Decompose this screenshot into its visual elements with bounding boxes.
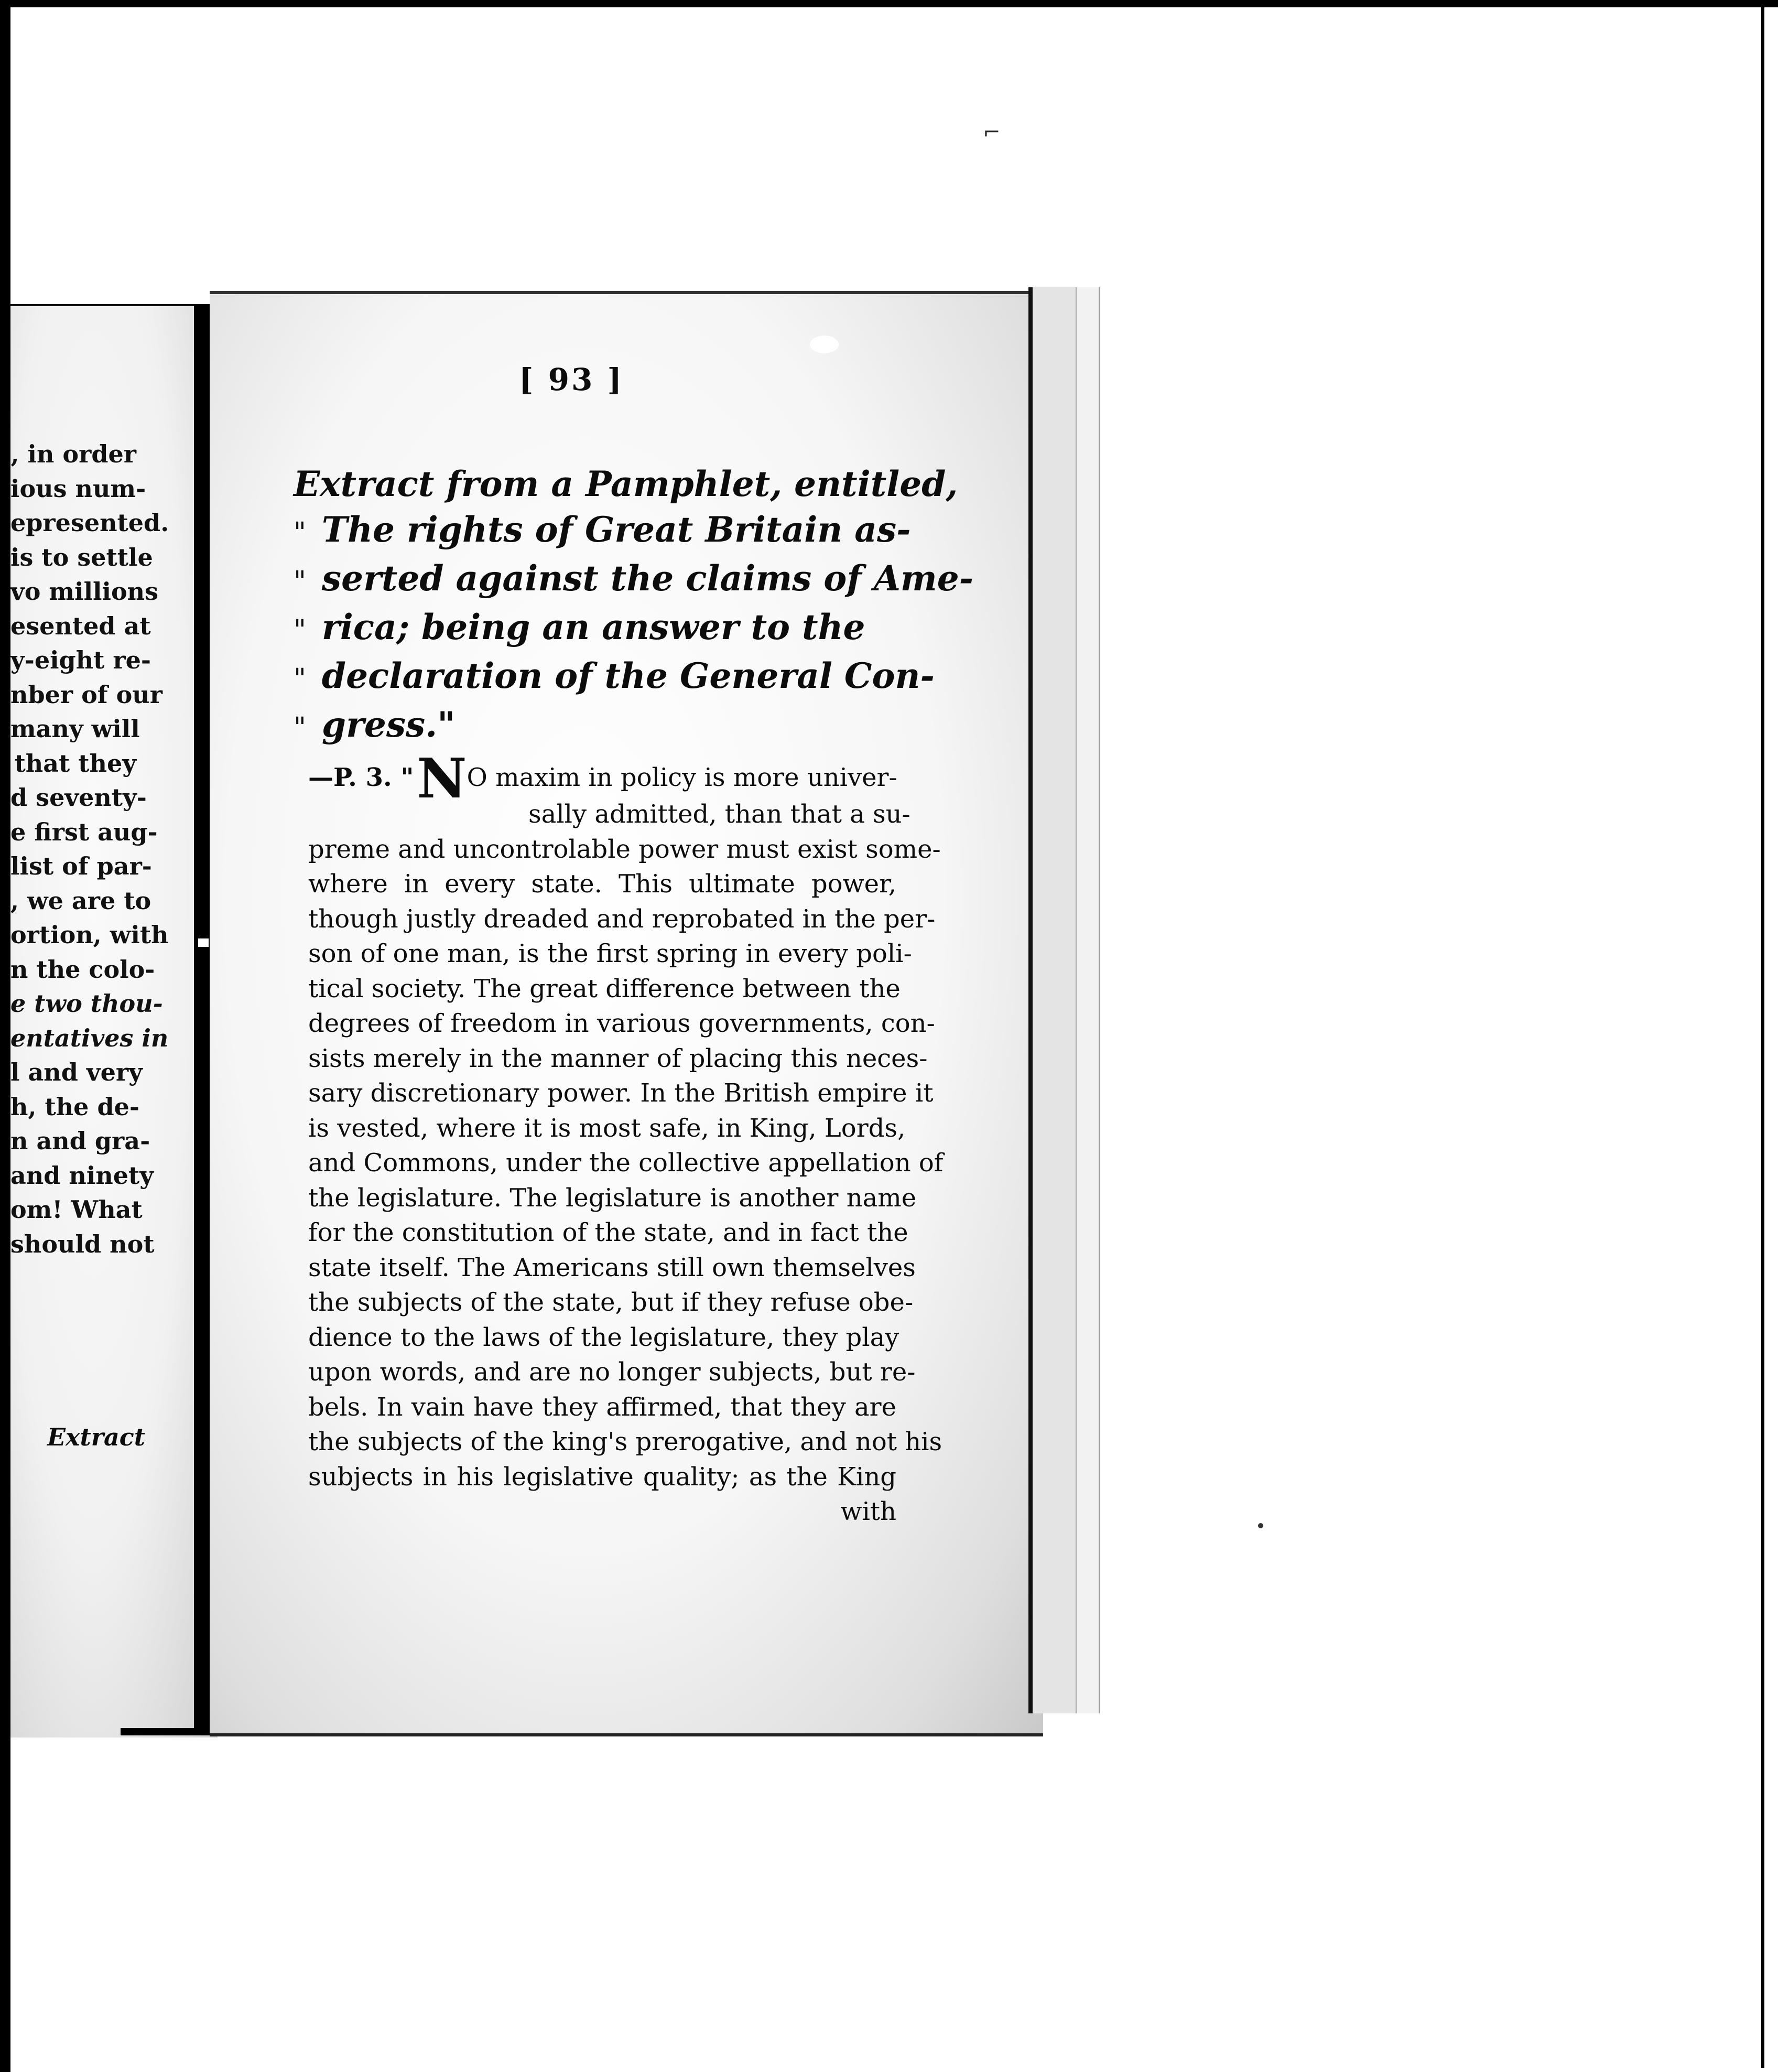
body-line: the legislature. The legislature is another name <box>308 1183 917 1213</box>
body-line: degrees of freedom in various governments, con- <box>308 1009 935 1038</box>
text-line: and ninety <box>10 1161 154 1190</box>
text-line: epresented. <box>10 509 169 537</box>
page-number: [ 93 ] <box>519 362 624 397</box>
catchword: Extract <box>47 1423 146 1451</box>
text-line: entatives in <box>10 1023 169 1052</box>
body-line: son of one man, is the first spring in every poli- <box>308 939 912 968</box>
text-line: esented at <box>10 611 151 640</box>
body-line: for the constitution of the state, and in fact the <box>308 1218 908 1247</box>
text-line: d seventy- <box>10 783 147 812</box>
scan-mark: ⌐ <box>983 121 1001 145</box>
article-body <box>308 746 944 1529</box>
body-line: where in every state. This ultimate power, <box>308 869 896 899</box>
text-line: e first aug- <box>10 817 158 846</box>
text-line: nber of our <box>10 680 162 709</box>
heading-text: The rights of Great Britain as- <box>321 509 911 550</box>
previous-page-text <box>10 437 169 1261</box>
text-line: n the colo- <box>10 955 155 984</box>
smudge <box>810 336 839 353</box>
heading-line <box>294 653 935 702</box>
text-line: many will <box>10 715 140 743</box>
text-line: should not <box>10 1229 155 1258</box>
body-line: sary discretionary power. In the British empire it <box>308 1078 934 1108</box>
body-line: and Commons, under the collective appellation of <box>308 1148 944 1178</box>
text-line: vo millions <box>10 577 159 606</box>
quote-mark: " <box>294 517 306 548</box>
body-line: preme and uncontrolable power must exist some- <box>308 834 941 864</box>
body-line: is vested, where it is most safe, in King, Lords, <box>308 1113 906 1143</box>
text-line: list of par- <box>10 852 152 880</box>
body-line: dience to the laws of the legislature, they play <box>308 1322 899 1352</box>
heading-line <box>294 605 875 653</box>
quote-mark: " <box>294 712 306 743</box>
text-line: e two thou- <box>10 989 163 1018</box>
body-line: sists merely in the manner of placing this neces- <box>308 1043 928 1073</box>
body-line: tical society. The great difference between the <box>308 974 901 1003</box>
quote-mark: " <box>294 663 306 695</box>
gutter-notch <box>198 938 209 947</box>
heading-line <box>294 507 911 556</box>
text-line: h, the de- <box>10 1092 139 1121</box>
scan-speck <box>1258 1523 1263 1528</box>
text-line: y-eight re- <box>10 646 151 674</box>
text-line: n and gra- <box>10 1127 150 1155</box>
body-line <box>308 746 897 811</box>
page-edge-shadow <box>1076 287 1100 1713</box>
binding-edge <box>121 1728 215 1735</box>
heading-text: serted against the claims of Ame- <box>321 558 974 599</box>
text-line: , in order <box>10 440 136 468</box>
heading-text: gress." <box>321 704 456 745</box>
text-line: om! What <box>10 1195 143 1224</box>
scan-frame-left <box>0 0 10 2072</box>
text-line: ortion, with <box>10 921 169 949</box>
heading-line: Extract from a Pamphlet, entitled, <box>294 463 958 504</box>
heading-text: declaration of the General Con- <box>321 655 935 696</box>
previous-page <box>10 304 218 1738</box>
text-line: is to settle <box>10 543 153 571</box>
heading-line <box>294 556 974 605</box>
quote-mark: " <box>294 614 306 646</box>
catchword: with <box>840 1497 896 1526</box>
body-line: the subjects of the king's prerogative, and not his <box>308 1427 942 1456</box>
scan-frame-right <box>1761 7 1764 2068</box>
body-line: sally admitted, than that a su- <box>528 800 910 829</box>
page-edge <box>1028 287 1080 1713</box>
text-line: that they <box>14 749 136 778</box>
body-line: the subjects of the state, but if they refuse obe- <box>308 1288 914 1317</box>
heading-text: rica; being an answer to the <box>321 607 865 648</box>
scan-frame-top <box>0 0 1778 7</box>
body-line: subjects in his legislative quality; as the King <box>308 1462 896 1492</box>
text-line: ious num- <box>10 474 146 503</box>
quote-mark: " <box>294 566 306 597</box>
article-heading <box>294 461 974 751</box>
body-line: though justly dreaded and reprobated in the per- <box>308 904 936 934</box>
text-line: l and very <box>10 1058 143 1086</box>
body-line: bels. In vain have they affirmed, that they are <box>308 1392 896 1422</box>
text-line: , we are to <box>10 886 151 915</box>
body-line: upon words, and are no longer subjects, but re- <box>308 1357 916 1387</box>
drop-cap: N <box>417 746 467 811</box>
body-line: state itself. The Americans still own themselves <box>308 1253 916 1282</box>
page-reference: —P. 3. " <box>308 763 414 792</box>
heading-line <box>294 702 875 751</box>
book-gutter <box>194 304 210 1735</box>
body-text: O maxim in policy is more univer- <box>467 763 897 792</box>
